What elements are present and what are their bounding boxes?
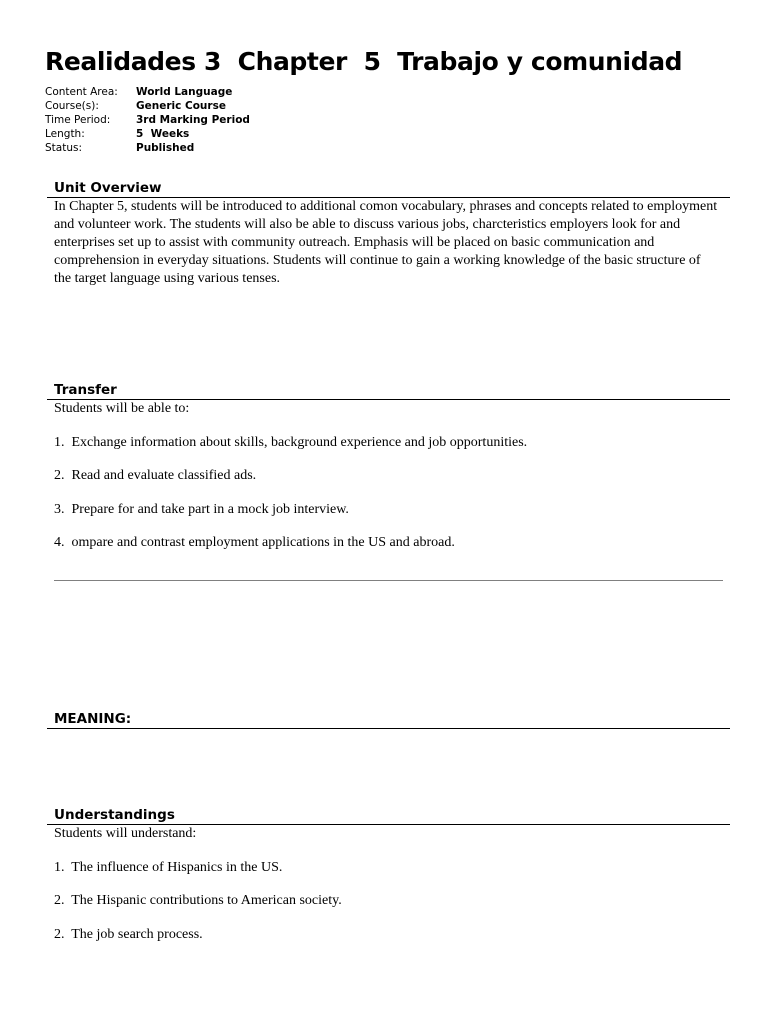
meta-value: Generic Course bbox=[136, 100, 226, 112]
transfer-section bbox=[47, 382, 730, 552]
meta-row-time-period bbox=[45, 113, 250, 127]
transfer-intro: Students will be able to: bbox=[54, 401, 190, 416]
document-title: Realidades 3 Chapter 5 Trabajo y comunidad bbox=[45, 47, 683, 76]
meta-value: 3rd Marking Period bbox=[136, 114, 250, 126]
meaning-section bbox=[47, 711, 730, 729]
meta-row-content-area bbox=[45, 85, 250, 99]
meta-row-status bbox=[45, 141, 250, 155]
meta-value: Published bbox=[136, 142, 195, 154]
unit-overview-text: In Chapter 5, students will be introduced to additional comon vocabulary, phrases and concepts related to employment and volunteer work. The students will also be able to discuss various jobs, charcteristics employers look for and enterprises set up to assist with community outreach. Emphasis will be placed on basic communication and comprehension in everyday situations. Students will continue to gain a working knowledge of the basic structure of the target language using various tenses. bbox=[54, 199, 718, 286]
meta-value: World Language bbox=[136, 86, 233, 98]
list-item: 1. Exchange information about skills, background experience and job opportunities. bbox=[54, 434, 528, 450]
understandings-section bbox=[47, 807, 730, 944]
meta-row-courses bbox=[45, 99, 250, 113]
meta-row-length bbox=[45, 127, 250, 141]
section-heading-meaning: MEANING: bbox=[47, 711, 730, 729]
understandings-list bbox=[47, 859, 730, 944]
meta-label: Content Area: bbox=[45, 86, 118, 98]
meta-label: Time Period: bbox=[45, 114, 111, 126]
list-item: 2. The Hispanic contributions to American society. bbox=[54, 893, 342, 908]
section-divider bbox=[54, 580, 723, 581]
course-metadata bbox=[45, 85, 250, 155]
unit-overview-section bbox=[47, 180, 730, 288]
meta-value: 5 Weeks bbox=[136, 128, 190, 140]
section-heading-transfer: Transfer bbox=[47, 382, 730, 400]
section-heading-understandings: Understandings bbox=[47, 807, 730, 825]
transfer-list bbox=[47, 434, 730, 553]
list-item: 2. The job search process. bbox=[54, 926, 203, 942]
meta-label: Status: bbox=[45, 142, 82, 154]
list-item: 1. The influence of Hispanics in the US. bbox=[54, 859, 283, 875]
understandings-intro: Students will understand: bbox=[54, 826, 197, 841]
section-heading-unit-overview: Unit Overview bbox=[47, 180, 730, 198]
meta-label: Length: bbox=[45, 128, 85, 140]
meta-label: Course(s): bbox=[45, 100, 99, 112]
list-item: 3. Prepare for and take part in a mock job interview. bbox=[54, 501, 349, 517]
list-item: 4. ompare and contrast employment applications in the US and abroad. bbox=[54, 535, 455, 550]
list-item: 2. Read and evaluate classified ads. bbox=[54, 468, 257, 483]
